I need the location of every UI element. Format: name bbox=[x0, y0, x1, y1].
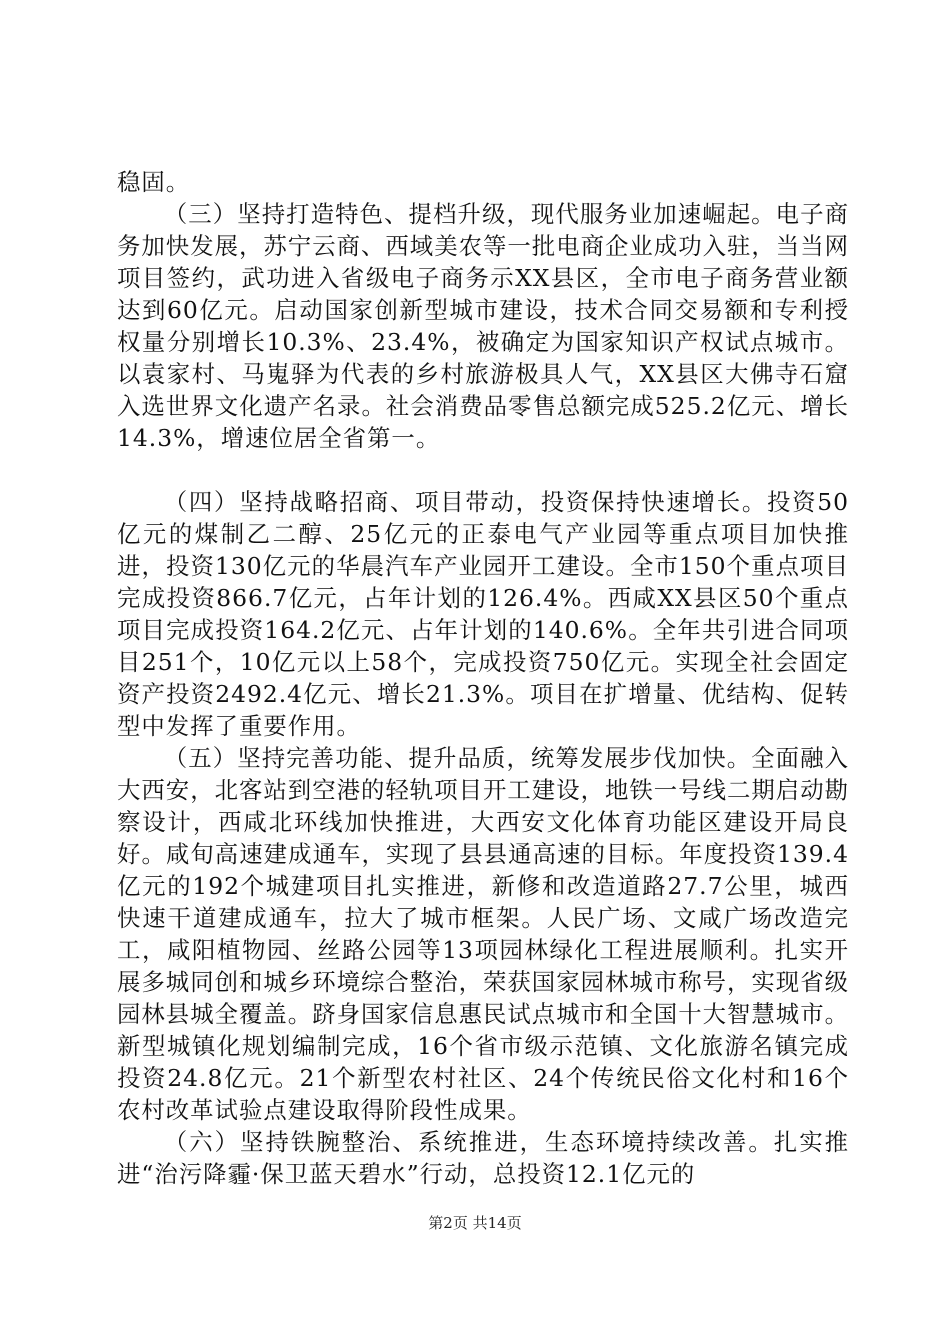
page-number-footer: 第2页 共14页 bbox=[428, 1214, 522, 1232]
paragraph-section-5: （五）坚持完善功能、提升品质，统筹发展步伐加快。全面融入大西安，北客站到空港的轻轨项目开工建设，地铁一号线二期启动勘察设计，西咸北环线加快推进，大西安文化体育功能区建设开局良好。咸旬高速建成通车，实现了县县通高速的目标。年度投资139.4亿元的192个城建项目扎实推进，新修和改造道路27.7公里，城西快速干道建成通车，拉大了城市框架。人民广场、文咸广场改造完工，咸阳植物园、丝路公园等13项园林绿化工程进展顺利。扎实开展多城同创和城乡环境综合整治，荣获国家园林城市称号，实现省级园林县城全覆盖。跻身国家信息惠民试点城市和全国十大智慧城市。新型城镇化规划编制完成，16个省市级示范镇、文化旅游名镇完成投资24.8亿元。21个新型农村社区、24个传统民俗文化村和16个农村改革试验点建设取得阶段性成果。 bbox=[117, 744, 849, 1124]
paragraph-section-4: （四）坚持战略招商、项目带动，投资保持快速增长。投资50亿元的煤制乙二醇、25亿元的正泰电气产业园等重点项目加快推进，投资130亿元的华晨汽车产业园开工建设。全市150个重点项目完成投资866.7亿元，占年计划的126.4%。西咸XX县区50个重点项目完成投资164.2亿元、占年计划的140.6%。全年共引进合同项目251个，10亿元以上58个，完成投资750亿元。实现全社会固定资产投资2492.4亿元、增长21.3%。项目在扩增量、优结构、促转型中发挥了重要作用。 bbox=[117, 488, 849, 740]
paragraph-spacer bbox=[117, 454, 849, 486]
paragraph-section-3: （三）坚持打造特色、提档升级，现代服务业加速崛起。电子商务加快发展，苏宁云商、西域美农等一批电商企业成功入驻，当当网项目签约，武功进入省级电子商务示XX县区，全市电子商务营业额达到60亿元。启动国家创新型城市建设，技术合同交易额和专利授权量分别增长10.3%、23.4%，被确定为国家知识产权试点城市。以袁家村、马嵬驿为代表的乡村旅游极具人气，XX县区大佛寺石窟入选世界文化遗产名录。社会消费品零售总额完成525.2亿元、增长14.3%，增速位居全省第一。 bbox=[117, 200, 849, 452]
document-body bbox=[117, 166, 849, 1190]
paragraph-section-6: （六）坚持铁腕整治、系统推进，生态环境持续改善。扎实推进“治污降霾·保卫蓝天碧水”行动，总投资12.1亿元的 bbox=[117, 1128, 849, 1188]
paragraph-continuation: 稳固。 bbox=[117, 168, 191, 196]
